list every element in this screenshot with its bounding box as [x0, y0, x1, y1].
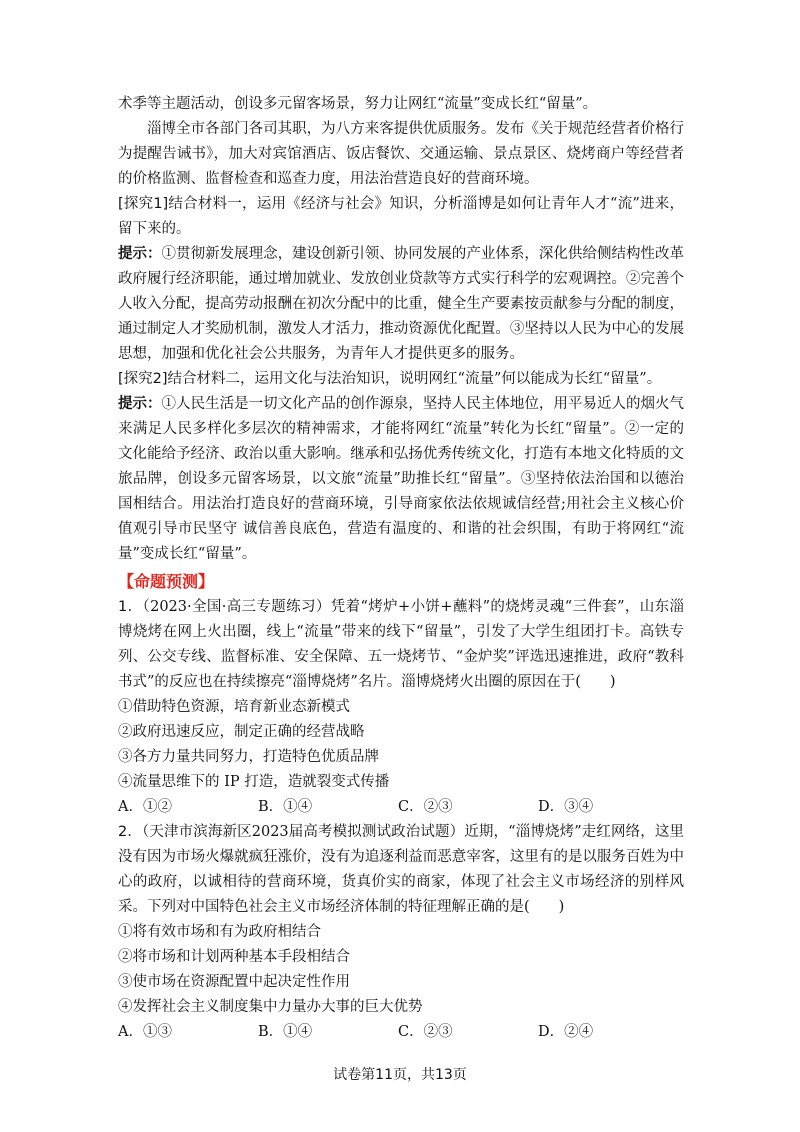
answer-options	[118, 1020, 684, 1045]
option-d[interactable]: D．②④	[538, 1024, 594, 1040]
page-footer: 试卷第11页，共13页	[333, 1067, 467, 1083]
section-title: 【命题预测】	[118, 572, 215, 591]
explore2-question	[118, 367, 684, 392]
material-paragraph: 淄博全市各部门各司其职，为八方来客提供优质服务。发布《关于规范经营者价格行为提醒告诫书》，加大对宾馆酒店、饭店餐饮、交通运输、景点景区、烧烤商户等经营者的价格监测、监督检查和巡查力度，用法治营造良好的营商环境。	[118, 121, 684, 187]
explore1-tag: [探究1]	[118, 196, 169, 212]
answer-options	[118, 795, 684, 820]
statement: ④发挥社会主义制度集中力量办大事的巨大优势	[118, 999, 423, 1015]
explore1-question	[118, 192, 684, 242]
question-1-stem	[118, 595, 684, 695]
option-c[interactable]: C．②③	[398, 799, 453, 815]
option-b[interactable]: B．①④	[258, 799, 313, 815]
question-stem-text: （天津市滨海新区2023届高考模拟测试政治试题）近期，“淄博烧烤”走红网络，这里没有因为市场火爆就疯狂涨价，没有为追逐利益而恶意宰客，这里有的是以服务百姓为中心的政府，以诚相待的营商环境，货真价实的商家，体现了社会主义市场经济的别样风采。下列对中国特色社会主义市场经济体制的特征理解正确的是( )	[118, 824, 684, 915]
option-d[interactable]: D．③④	[538, 799, 594, 815]
hint-label: 提示：	[118, 246, 162, 262]
statement: ③各方力量共同努力，打造特色优质品牌	[118, 749, 379, 765]
explore1-hint	[118, 242, 684, 367]
statement: ②政府迅速反应，制定正确的经营战略	[118, 724, 365, 740]
question-2-stem	[118, 820, 684, 920]
question-number: 1．	[118, 599, 143, 615]
question-stem-text: （2023·全国·高三专题练习）凭着“烤炉+小饼+蘸料”的烧烤灵魂“三件套”，山东淄博烧烤在网上火出圈，线上“流量”带来的线下“留量”，引发了大学生组团打卡。高铁专列、公交专线、监督标准、安全保障、五一烧烤节、“金炉奖”评选迅速推进，政府“教科书式”的反应也在持续擦亮“淄博烧烤”名片。淄博烧烤火出圈的原因在于( )	[118, 599, 684, 690]
statement: ①将有效市场和有为政府相结合	[118, 924, 321, 940]
option-a[interactable]: A．①③	[118, 1024, 172, 1040]
material-line: 术季等主题活动，创设多元留客场景，努力让网红“流量”变成长红“留量”。	[118, 96, 598, 112]
explore2-hint	[118, 392, 684, 567]
statement: ①借助特色资源，培育新业态新模式	[118, 699, 350, 715]
statement: ③使市场在资源配置中起决定性作用	[118, 974, 350, 990]
option-b[interactable]: B．①④	[258, 1024, 313, 1040]
explore2-tag: [探究2]	[118, 371, 168, 387]
explore2-question-text: 结合材料二，运用文化与法治知识，说明网红“流量”何以能成为长红“留量”。	[167, 371, 662, 387]
explore1-hint-text: ①贯彻新发展理念，建设创新引领、协同发展的产业体系，深化供给侧结构性改革政府履行经济职能，通过增加就业、发放创业贷款等方式实行科学的宏观调控。②完善个人收入分配，提高劳动报酬在初次分配中的比重，健全生产要素按贡献参与分配的制度，通过制定人才奖励机制，激发人才活力，推动资源优化配置。③坚持以人民为中心的发展思想，加强和优化社会公共服务，为青年人才提供更多的服务。	[118, 246, 685, 362]
question-number: 2．	[118, 824, 142, 840]
option-c[interactable]: C．②③	[398, 1024, 453, 1040]
explore1-question-text: 结合材料一，运用《经济与社会》知识，分析淄博是如何让青年人才“流”进来，留下来的。	[118, 196, 684, 237]
explore2-hint-text: ①人民生活是一切文化产品的创作源泉，坚持人民主体地位，用平易近人的烟火气来满足人民多样化多层次的精神需求，才能将网红“流量”转化为长红“留量”。②一定的文化能给予经济、政治以重大影响。继承和弘扬优秀传统文化，打造有本地文化特质的文旅品牌，创设多元留客场景，以文旅“流量”助推长红“留量”。③坚持依法治国和以德治国相结合。用法治打造良好的营商环境，引导商家依法依规诚信经营;用社会主义核心价值观引导市民坚守 诚信善良底色，营造有温度的、和谐的社会织围，有助于将网红“流量”变成长红“留量”。	[118, 396, 685, 562]
hint-label: 提示：	[118, 396, 162, 412]
page-content	[118, 92, 684, 1045]
option-a[interactable]: A．①②	[118, 799, 172, 815]
statement: ②将市场和计划两种基本手段相结合	[118, 949, 350, 965]
statement: ④流量思维下的 IP 打造，造就裂变式传播	[118, 774, 390, 790]
